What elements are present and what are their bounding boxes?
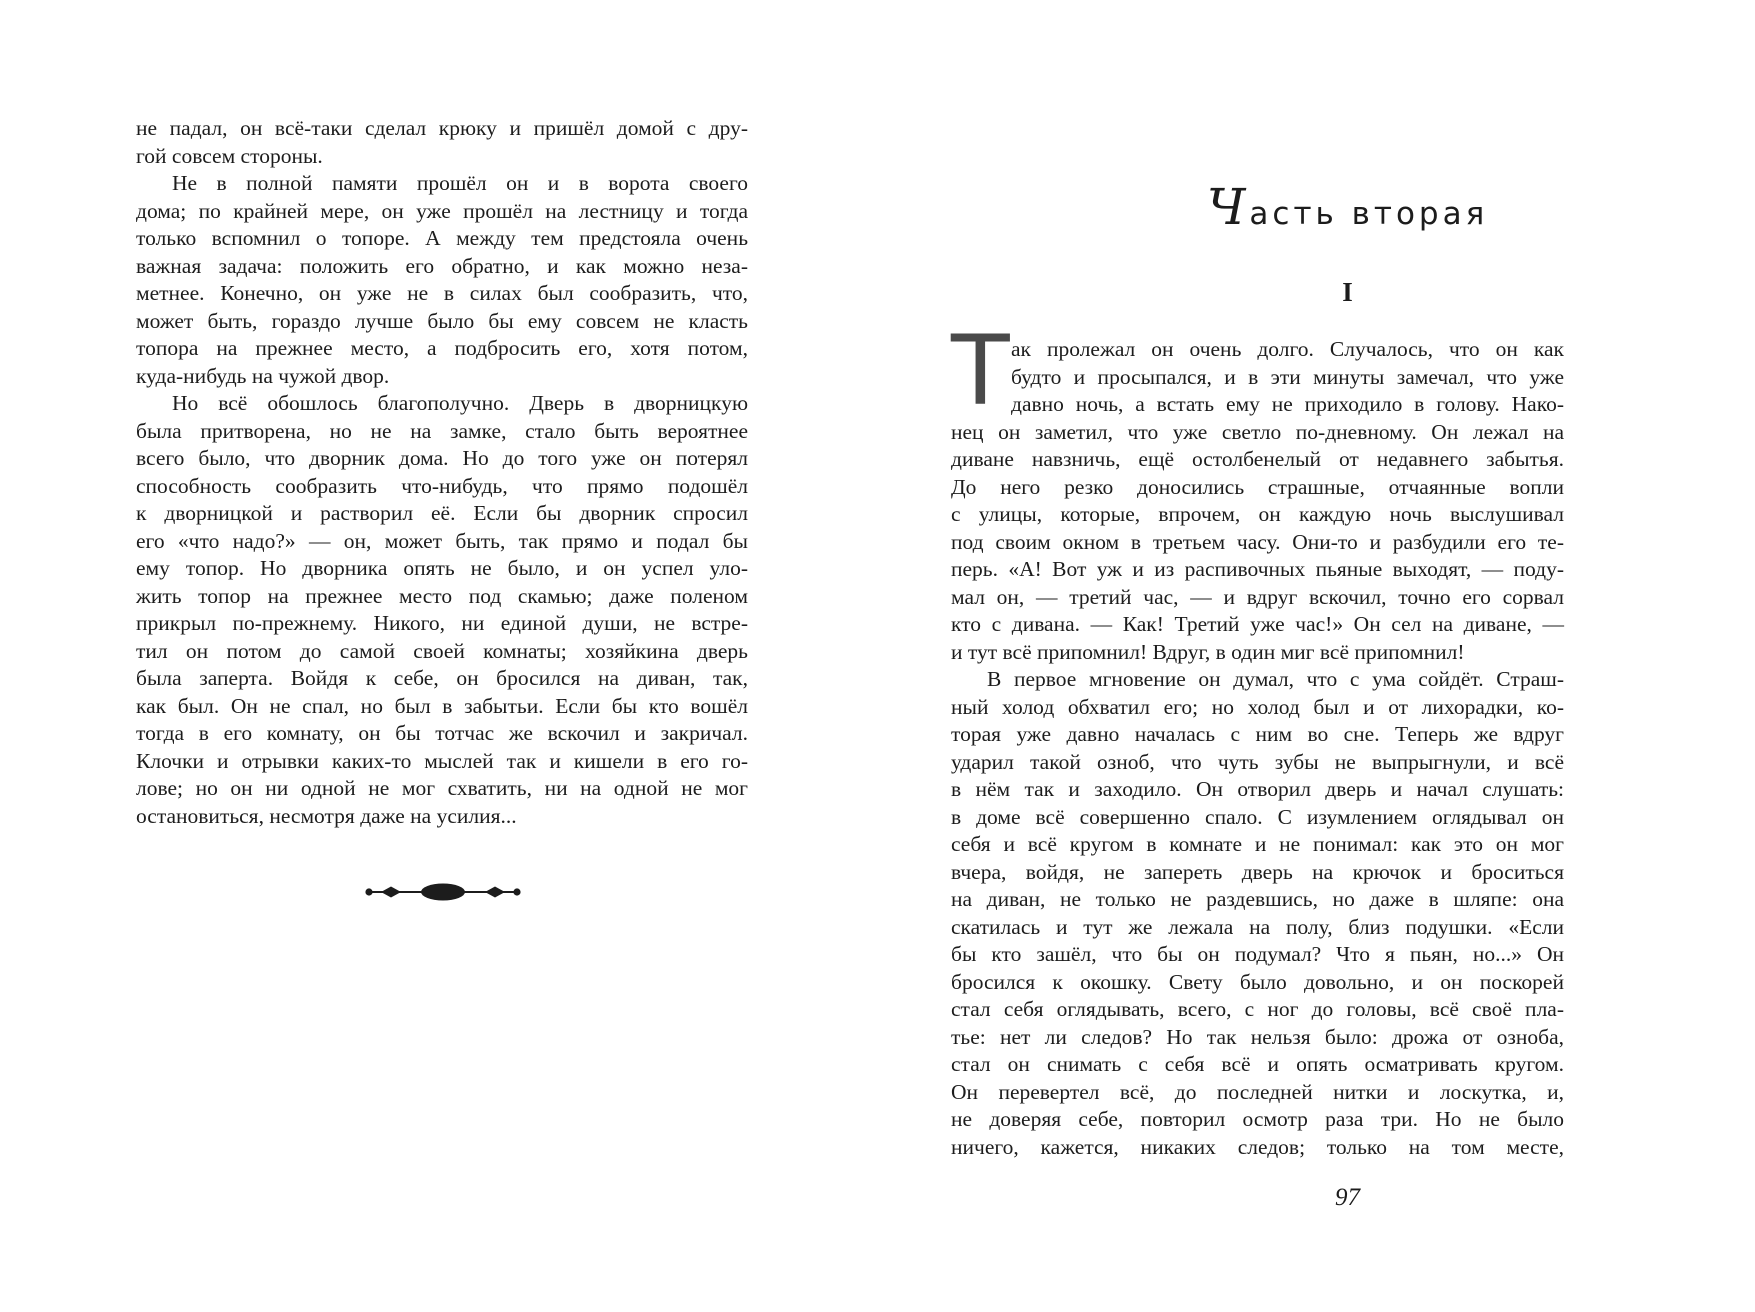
text-line: тье: нет ли следов? Но так нельзя было: дрожа от озноба, [951, 1024, 1564, 1049]
right-page [845, 0, 1690, 1312]
text-line: гой совсем стороны. [136, 143, 323, 168]
text-line: под своим окном в третьем часу. Они-то и разбудили его те- [951, 529, 1564, 554]
text-line: Не в полной памяти прошёл он и в ворота своего [172, 171, 748, 195]
text-line: не доверяя себе, повторил осмотр раза три. Но не было [951, 1107, 1564, 1131]
right-page-text [951, 336, 1564, 1161]
text-line: ак пролежал он очень долго. Случалось, что он как [1011, 337, 1564, 361]
text-line: только вспомнил о топоре. А между тем предстояла очень [136, 226, 748, 250]
text-line: себя и всё кругом в комнате и не понимал: как это он мог [951, 832, 1564, 856]
part-title [940, 178, 1755, 236]
text-line: лове; но он ни одной не мог схватить, ни на одной не мог [136, 776, 748, 800]
left-page [0, 0, 845, 1312]
text-line: всего было, что дворник дома. Но до того уже он потерял [136, 446, 748, 470]
text-line: в нём так и заходило. Он отворил дверь и начал слушать: [951, 777, 1564, 801]
text-line: В первое мгновение он думал, что с ума сойдёт. Страш- [987, 667, 1564, 691]
text-line: тогда в его комнату, он бы тотчас же вскочил и закричал. [136, 721, 748, 745]
text-line: ный холод обхватил его; но холод был и от лихорадки, ко- [951, 694, 1564, 719]
text-line: ударил такой озноб, что чуть зубы не выпрыгнули, и всё [951, 749, 1564, 774]
text-line: мал он, — третий час, — и вдруг вскочил, точно его сорвал [951, 584, 1564, 609]
chapter-number: I [1342, 277, 1353, 307]
text-line: будто и просыпался, и в эти минуты замечал, что уже [1011, 364, 1564, 389]
text-line: перь. «А! Вот уж и из распивочных пьяные выходят, — поду- [951, 557, 1564, 581]
text-line: кто с дивана. — Как! Третий уже час!» Он сел на диване, — [951, 612, 1564, 636]
text-line: тил он потом до самой своей комнаты; хозяйкина дверь [136, 638, 748, 663]
text-line: стал себя оглядывать, всего, с ног до головы, всё своё пла- [951, 997, 1564, 1021]
text-line: Но всё обошлось благополучно. Дверь в дворницкую [172, 391, 748, 415]
text-line: До него резко доносились страшные, отчаянные вопли [951, 474, 1564, 499]
text-line: куда-нибудь на чужой двор. [136, 363, 390, 388]
text-line: дома; по крайней мере, он уже прошёл на лестницу и тогда [136, 198, 748, 223]
text-line: бы кто зашёл, что бы он подумал? Что я пьян, но...» Он [951, 942, 1564, 966]
text-line: скатилась и тут же лежала на полу, близ подушки. «Если [951, 914, 1564, 939]
text-line: стал он снимать с себя всё и опять осматривать кругом. [951, 1052, 1564, 1076]
text-line: Он перевертел всё, до последней нитки и лоскутка, и, [951, 1079, 1564, 1104]
text-line: и тут всё припомнил! Вдруг, в один миг всё припомнил! [951, 639, 1465, 664]
part-title-rest: асть вторая [1249, 196, 1489, 232]
text-line: в доме всё совершенно спало. С изумлением оглядывал он [951, 804, 1564, 829]
text-line: ему топор. Но дворника опять не было, и он успел уло- [136, 556, 748, 580]
text-line: может быть, гораздо лучше было бы ему совсем не класть [136, 308, 748, 333]
left-page-text [136, 115, 748, 830]
page-number: 97 [1335, 1184, 1360, 1211]
text-line: его «что надо?» — он, может быть, так прямо и подал бы [136, 528, 748, 553]
fleuron-ornament-icon [365, 880, 521, 904]
text-line: метнее. Конечно, он уже не в силах был сообразить, что, [136, 281, 748, 305]
text-line: давно ночь, а встать ему не приходило в голову. Нако- [1011, 392, 1564, 416]
text-line: способность сообразить что-нибудь, что прямо подошёл [136, 473, 748, 498]
text-line: бросился к окошку. Свету было довольно, и он поскорей [951, 969, 1564, 994]
text-line: остановиться, несмотря даже на усилия... [136, 803, 517, 828]
text-line: нец он заметил, что уже светло по-дневному. Он лежал на [951, 419, 1564, 444]
text-line: как был. Он не спал, но был в забытьи. Если бы кто вошёл [136, 693, 748, 718]
text-line: была заперта. Войдя к себе, он бросился на диван, так, [136, 666, 748, 690]
text-line: прикрыл по-прежнему. Никого, ни единой души, не встре- [136, 611, 748, 635]
text-line: жить топор на прежнее место под скамью; даже поленом [136, 583, 748, 608]
part-title-initial: Ч [1206, 178, 1246, 236]
text-line: к дворницкой и растворил её. Если бы дворник спросил [136, 501, 748, 525]
text-line: Клочки и отрывки каких-то мыслей так и кишели в его го- [136, 748, 748, 773]
text-line: на диван, не только не раздевшись, но даже в шляпе: она [951, 887, 1564, 911]
text-line: ничего, кажется, никаких следов; только на том месте, [951, 1134, 1564, 1159]
text-line: диване навзничь, ещё остолбенелый от недавнего забытья. [951, 447, 1564, 471]
text-line: важная задача: положить его обратно, и как можно неза- [136, 253, 748, 278]
text-line: была притворена, но не на замке, стало быть вероятнее [136, 418, 748, 443]
text-line: торая уже давно началась с ним во сне. Теперь же вдруг [951, 722, 1564, 746]
text-line: не падал, он всё-таки сделал крюку и пришёл домой с дру- [136, 116, 748, 140]
text-line: с улицы, которые, впрочем, он каждую ночь выслушивал [951, 502, 1564, 526]
text-line: вчера, войдя, не запереть дверь на крючок и броситься [951, 859, 1564, 884]
drop-cap: Т [951, 315, 1010, 427]
text-line: топора на прежнее место, а подбросить его, хотя потом, [136, 336, 748, 360]
